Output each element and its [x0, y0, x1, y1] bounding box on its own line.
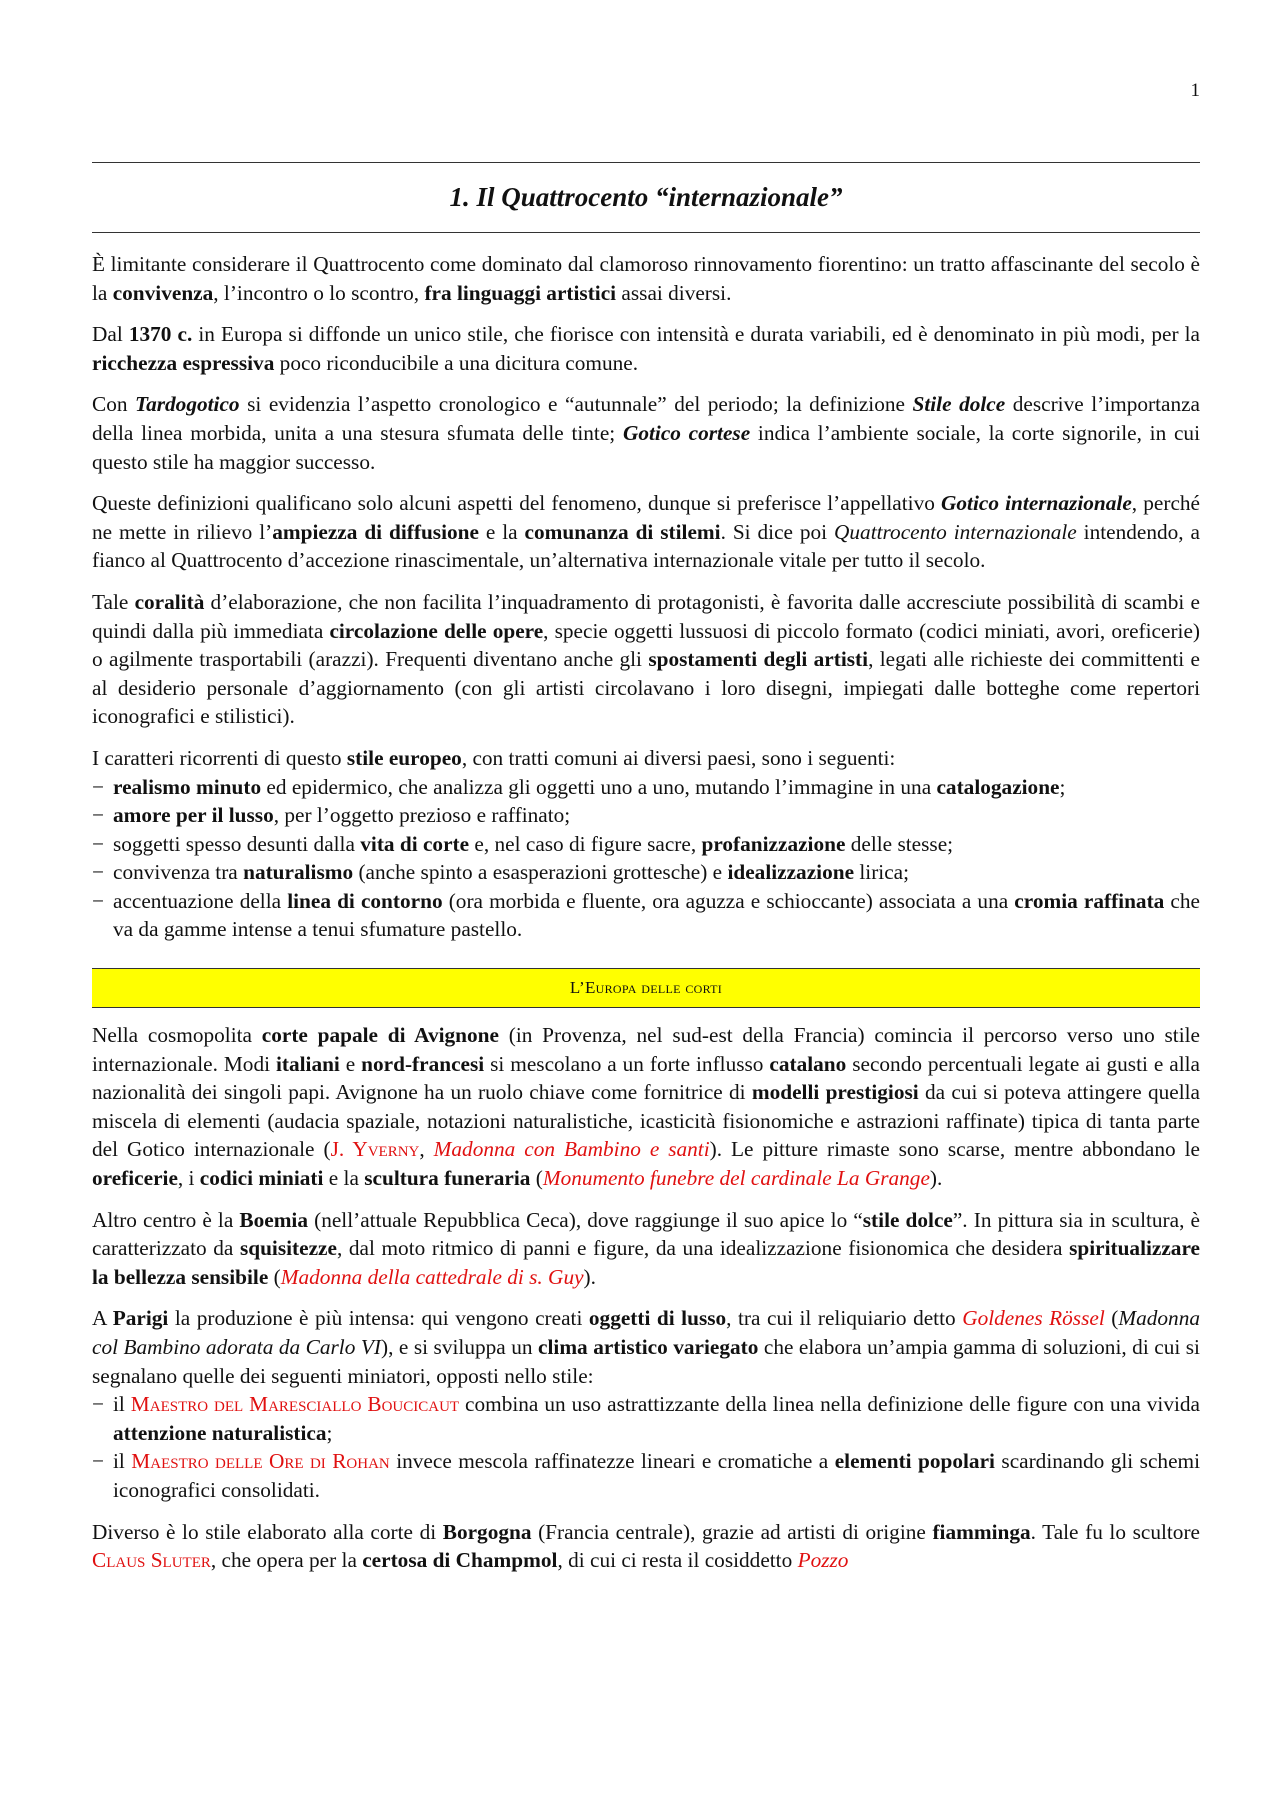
- artwork-title: Monumento funebre del cardinale La Grange: [542, 1166, 930, 1191]
- list-item: − accentuazione della linea di contorno (ora morbida e fluente, ora aguzza e schioccante) associata a una cromia raffinata che va da gamme intense a tenui sfumature pastello.: [92, 887, 1200, 944]
- artist-name: J. Yverny: [330, 1137, 420, 1162]
- paragraph-definitions: Con Tardogotico si evidenzia l’aspetto cronologico e “autunnale” del periodo; la definizione Stile dolce descrive l’importanza della linea morbida, unita a una stesura sfumata delle tinte; Gotico cortese indica l’ambiente sociale, la corte signorile, in cui questo stile ha maggior successo.: [92, 392, 1201, 474]
- list-item: − realismo minuto ed epidermico, che analizza gli oggetti uno a uno, mutando l’immagine in una catalogazione;: [92, 773, 1200, 802]
- paragraph-borgogna: Diverso è lo stile elaborato alla corte di Borgogna (Francia centrale), grazie ad artisti di origine fiamminga. Tale fu lo scultore Claus Sluter, che opera per la certosa di Champmol, di cui ci resta il cosiddetto Pozzo: [92, 1519, 1200, 1573]
- paragraph-boemia: Altro centro è la Boemia (nell’attuale Repubblica Ceca), dove raggiunge il suo apice lo “stile dolce”. In pittura sia in scultura, è caratterizzato da squisitezze, dal moto ritmico di panni e figure, da una idealizzazione fisionomica che desidera spiritualizzare la bellezza sensibile (Madonna della cattedrale di s. Guy).: [92, 1207, 1200, 1289]
- title-rule: [92, 232, 1200, 233]
- section-heading: L’Europa delle corti: [569, 978, 723, 998]
- paragraph-caratteri: I caratteri ricorrenti di questo stile europeo, con tratti comuni ai diversi paesi, sono i seguenti: − realismo minuto ed epidermico, che analizza gli oggetti uno a uno, mutando l’immagine in una catalogazione; − amore per il lusso, per l’oggetto prezioso e raffinato; − soggetti spesso desunti dalla vita di corte e, nel caso di figure sacre, profanizzazione delle stesse; − convivenza tra naturalismo (anche spinto a esasperazioni grottesche) e idealizzazione lirica; − accentuazione della linea di contorno (ora morbida e fluente, ora aguzza e schioccante) associata a una cromia raffinata che va da gamme intense a tenui sfumature pastello.: [92, 744, 1200, 944]
- artist-name: Claus Sluter: [92, 1548, 211, 1573]
- miniaturists-list: [92, 1390, 1200, 1504]
- list-item: − il Maestro del Maresciallo Boucicaut combina un uso astrattizzante della linea nella definizione delle figure con una vivida attenzione naturalistica;: [92, 1390, 1200, 1447]
- artwork-title: Goldenes Rössel: [962, 1306, 1105, 1331]
- artist-name: Maestro delle Ore di Rohan: [131, 1449, 390, 1474]
- artwork-title: Pozzo: [797, 1548, 849, 1573]
- list-item: − amore per il lusso, per l’oggetto prezioso e raffinato;: [92, 801, 1200, 830]
- chapter-title: 1. Il Quattrocento “internazionale”: [449, 182, 843, 212]
- artwork-title: Madonna della cattedrale di s. Guy: [280, 1264, 584, 1289]
- list-item: − convivenza tra naturalismo (anche spinto a esasperazioni grottesche) e idealizzazione lirica;: [92, 858, 1200, 887]
- artwork-title: Madonna con Bambino e santi: [433, 1137, 710, 1162]
- list-item: − soggetti spesso desunti dalla vita di corte e, nel caso di figure sacre, profanizzazione delle stesse;: [92, 830, 1200, 859]
- characteristics-list: [92, 773, 1200, 945]
- page-number: 1: [1190, 80, 1200, 101]
- document-body: [92, 250, 1200, 1588]
- artist-name: Maestro del Maresciallo Boucicaut: [130, 1392, 460, 1417]
- paragraph-1370: Dal 1370 c. in Europa si diffonde un unico stile, che fiorisce con intensità e durata variabili, ed è denominato in più modi, per la ricchezza espressiva poco riconducibile a una dicitura comune.: [92, 322, 1200, 375]
- paragraph-parigi: A Parigi la produzione è più intensa: qui vengono creati oggetti di lusso, tra cui il reliquiario detto Goldenes Rössel (Madonna col Bambino adorata da Carlo VI), e si sviluppa un clima artistico variegato che elabora un’ampia gamma di soluzioni, di cui si segnalano quelle dei seguenti miniatori, opposti nello stile: − il Maestro del Maresciallo Boucicaut combina un uso astrattizzante della linea nella definizione delle figure con una vivida attenzione naturalistica; − il Maestro delle Ore di Rohan invece mescola raffinatezze lineari e cromatiche a elementi popolari scardinando gli schemi iconografici consolidati.: [92, 1304, 1200, 1504]
- section-heading-band: [92, 968, 1200, 1008]
- paragraph-avignone: Nella cosmopolita corte papale di Avignone (in Provenza, nel sud-est della Francia) comincia il percorso verso uno stile internazionale. Modi italiani e nord-francesi si mescolano a un forte influsso catalano secondo percentuali legate ai gusti e alla nazionalità dei singoli papi. Avignone ha un ruolo chiave come fornitrice di modelli prestigiosi da cui si poteva attingere quella miscela di elementi (audacia spaziale, notazioni naturalistiche, icasticità fisionomiche e astrazioni raffinate) tipica di tanta parte del Gotico internazionale (J. Yverny, Madonna con Bambino e santi). Le pitture rimaste sono scarse, mentre abbondano le oreficerie, i codici miniati e la scultura funeraria (Monumento funebre del cardinale La Grange).: [92, 1023, 1201, 1191]
- paragraph-gotico-internazionale: Queste definizioni qualificano solo alcuni aspetti del fenomeno, dunque si preferisce l’appellativo Gotico internazionale, perché ne mette in rilievo l’ampiezza di diffusione e la comunanza di stilemi. Si dice poi Quattrocento internazionale intendendo, a fianco al Quattrocento d’accezione rinascimentale, un’alternativa internazionale vitale per tutto il secolo.: [92, 491, 1201, 573]
- list-item: − il Maestro delle Ore di Rohan invece mescola raffinatezze lineari e cromatiche a elementi popolari scardinando gli schemi iconografici consolidati.: [92, 1447, 1200, 1504]
- paragraph-coralita: Tale coralità d’elaborazione, che non facilita l’inquadramento di protagonisti, è favorita dalle accresciute possibilità di scambi e quindi dalla più immediata circolazione delle opere, specie oggetti lussuosi di piccolo formato (codici miniati, avori, oreficerie) o agilmente trasportabili (arazzi). Frequenti diventano anche gli spostamenti degli artisti, legati alle richieste dei committenti e al desiderio personale d’aggiornamento (con gli artisti circolavano i loro disegni, impiegati dalle botteghe come repertori iconografici e stilistici).: [92, 589, 1201, 729]
- paragraph-intro: È limitante considerare il Quattrocento come dominato dal clamoroso rinnovamento fiorentino: un tratto affascinante del secolo è la convivenza, l’incontro o lo scontro, fra linguaggi artistici assai diversi.: [92, 252, 1200, 305]
- header-rule: [92, 162, 1200, 163]
